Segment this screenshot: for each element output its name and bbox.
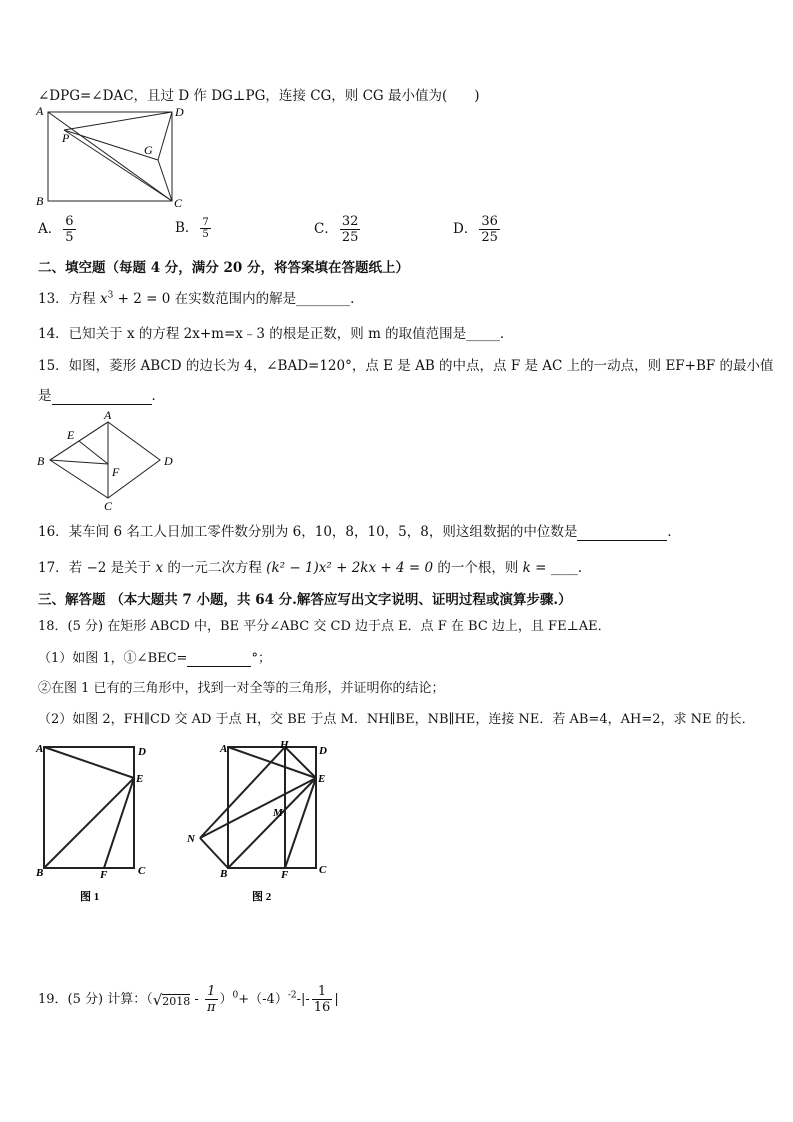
fig1-label-a: A [36, 743, 44, 755]
q18-figure-1 [34, 740, 164, 910]
q18-part1-2: ②在图 1 已有的三角形中，找到一对全等的三角形，并证明你的结论； [38, 681, 445, 696]
fig2-label-h: H [280, 739, 289, 751]
q15-label-d: D [164, 454, 173, 468]
fig2-label-e: E [318, 773, 326, 785]
q12-label-c: C [174, 196, 183, 210]
q12-label-d: D [175, 105, 184, 119]
q12-label-g: G [144, 143, 153, 157]
q15-line1: 15．如图，菱形 ABCD 的边长为 4，∠BAD=120°，点 E 是 AB 的中点，点 F 是 AC 上的一动点，则 EF+BF 的最小值 [38, 358, 774, 374]
fig1-label-b: B [36, 867, 44, 879]
fig1-caption: 图 1 [80, 891, 100, 903]
q16: 16．某车间 6 名工人日加工零件数分别为 6，10，8，10，5，8，则这组数据的中位数是 ． [38, 524, 681, 540]
option-a: A． $\frac{6}{5}$ [38, 214, 74, 245]
q15-label-e: E [67, 428, 75, 442]
fig1-label-d: D [138, 746, 146, 758]
q15-line2: 是 ． [38, 388, 165, 404]
fig2-label-b: B [220, 868, 228, 880]
q18-figure-2 [180, 738, 340, 910]
q12-tail: ∠DPG=∠DAC，且过 D 作 DG⊥PG，连接 CG，则 CG 最小值为( ) [38, 88, 480, 104]
q15-label-f: F [112, 465, 120, 479]
fig2-label-m: M [273, 807, 283, 819]
q15-label-c: C [104, 499, 113, 513]
q18-part2: （2）如图 2，FH∥CD 交 AD 于点 H，交 BE 于点 M．NH∥BE，NB∥HE，连接 NE．若 AB=4，AH=2，求 NE 的长． [38, 712, 755, 727]
fig2-label-a: A [220, 743, 228, 755]
q13: 13．方程 $x^3 + 2 = 0$ 在实数范围内的解是________. [38, 290, 355, 307]
q17: 17．若 −2 是关于 x 的一元二次方程 (k² − 1)x² + 2kx + 4 = 0 的一个根，则 k = ____. [38, 560, 583, 576]
option-b: B． $\frac{7}{5}$ [175, 217, 209, 240]
q18-part1: （1）如图 1，①∠BEC= °； [38, 651, 271, 666]
option-d: D． $\frac{36}{25}$ [453, 214, 498, 245]
fig1-label-c: C [138, 865, 146, 877]
q12-figure [34, 104, 194, 212]
q15-label-a: A [104, 408, 112, 422]
fig1-label-f: F [100, 869, 108, 881]
section-2-heading: 二、填空题（每题 4 分，满分 20 分，将答案填在答题纸上） [38, 260, 409, 276]
q12-label-a: A [36, 104, 44, 118]
q15-label-b: B [37, 454, 45, 468]
section-3-heading: 三、解答题 （本大题共 7 小题，共 64 分.解答应写出文字说明、证明过程或演算步骤.） [38, 592, 572, 608]
fig2-caption: 图 2 [252, 891, 272, 903]
q12-label-p: P [62, 131, 70, 145]
fig1-label-e: E [136, 773, 144, 785]
sqrt-expression: √2018 [152, 990, 191, 1009]
fig2-label-c: C [319, 864, 327, 876]
q19: 19．(5 分) 计算：（√2018 - $\frac{1}{\pi}$ ）$^0+(-4)^{-2}-|-$ $\frac{1}{16}$ | [38, 984, 339, 1015]
fig2-label-d: D [319, 745, 327, 757]
q18-stem: 18．(5 分) 在矩形 ABCD 中，BE 平分∠ABC 交 CD 边于点 E．点 F 在 BC 边上，且 FE⊥AE． [38, 619, 611, 634]
option-c: C． $\frac{32}{25}$ [314, 214, 359, 245]
fig2-label-n: N [187, 833, 195, 845]
q12-label-b: B [36, 194, 44, 208]
q15-figure [34, 408, 184, 514]
q14: 14．已知关于 x 的方程 2x+m=x﹣3 的根是正数，则 m 的取值范围是_____． [38, 326, 514, 342]
fig2-label-f: F [281, 869, 289, 881]
